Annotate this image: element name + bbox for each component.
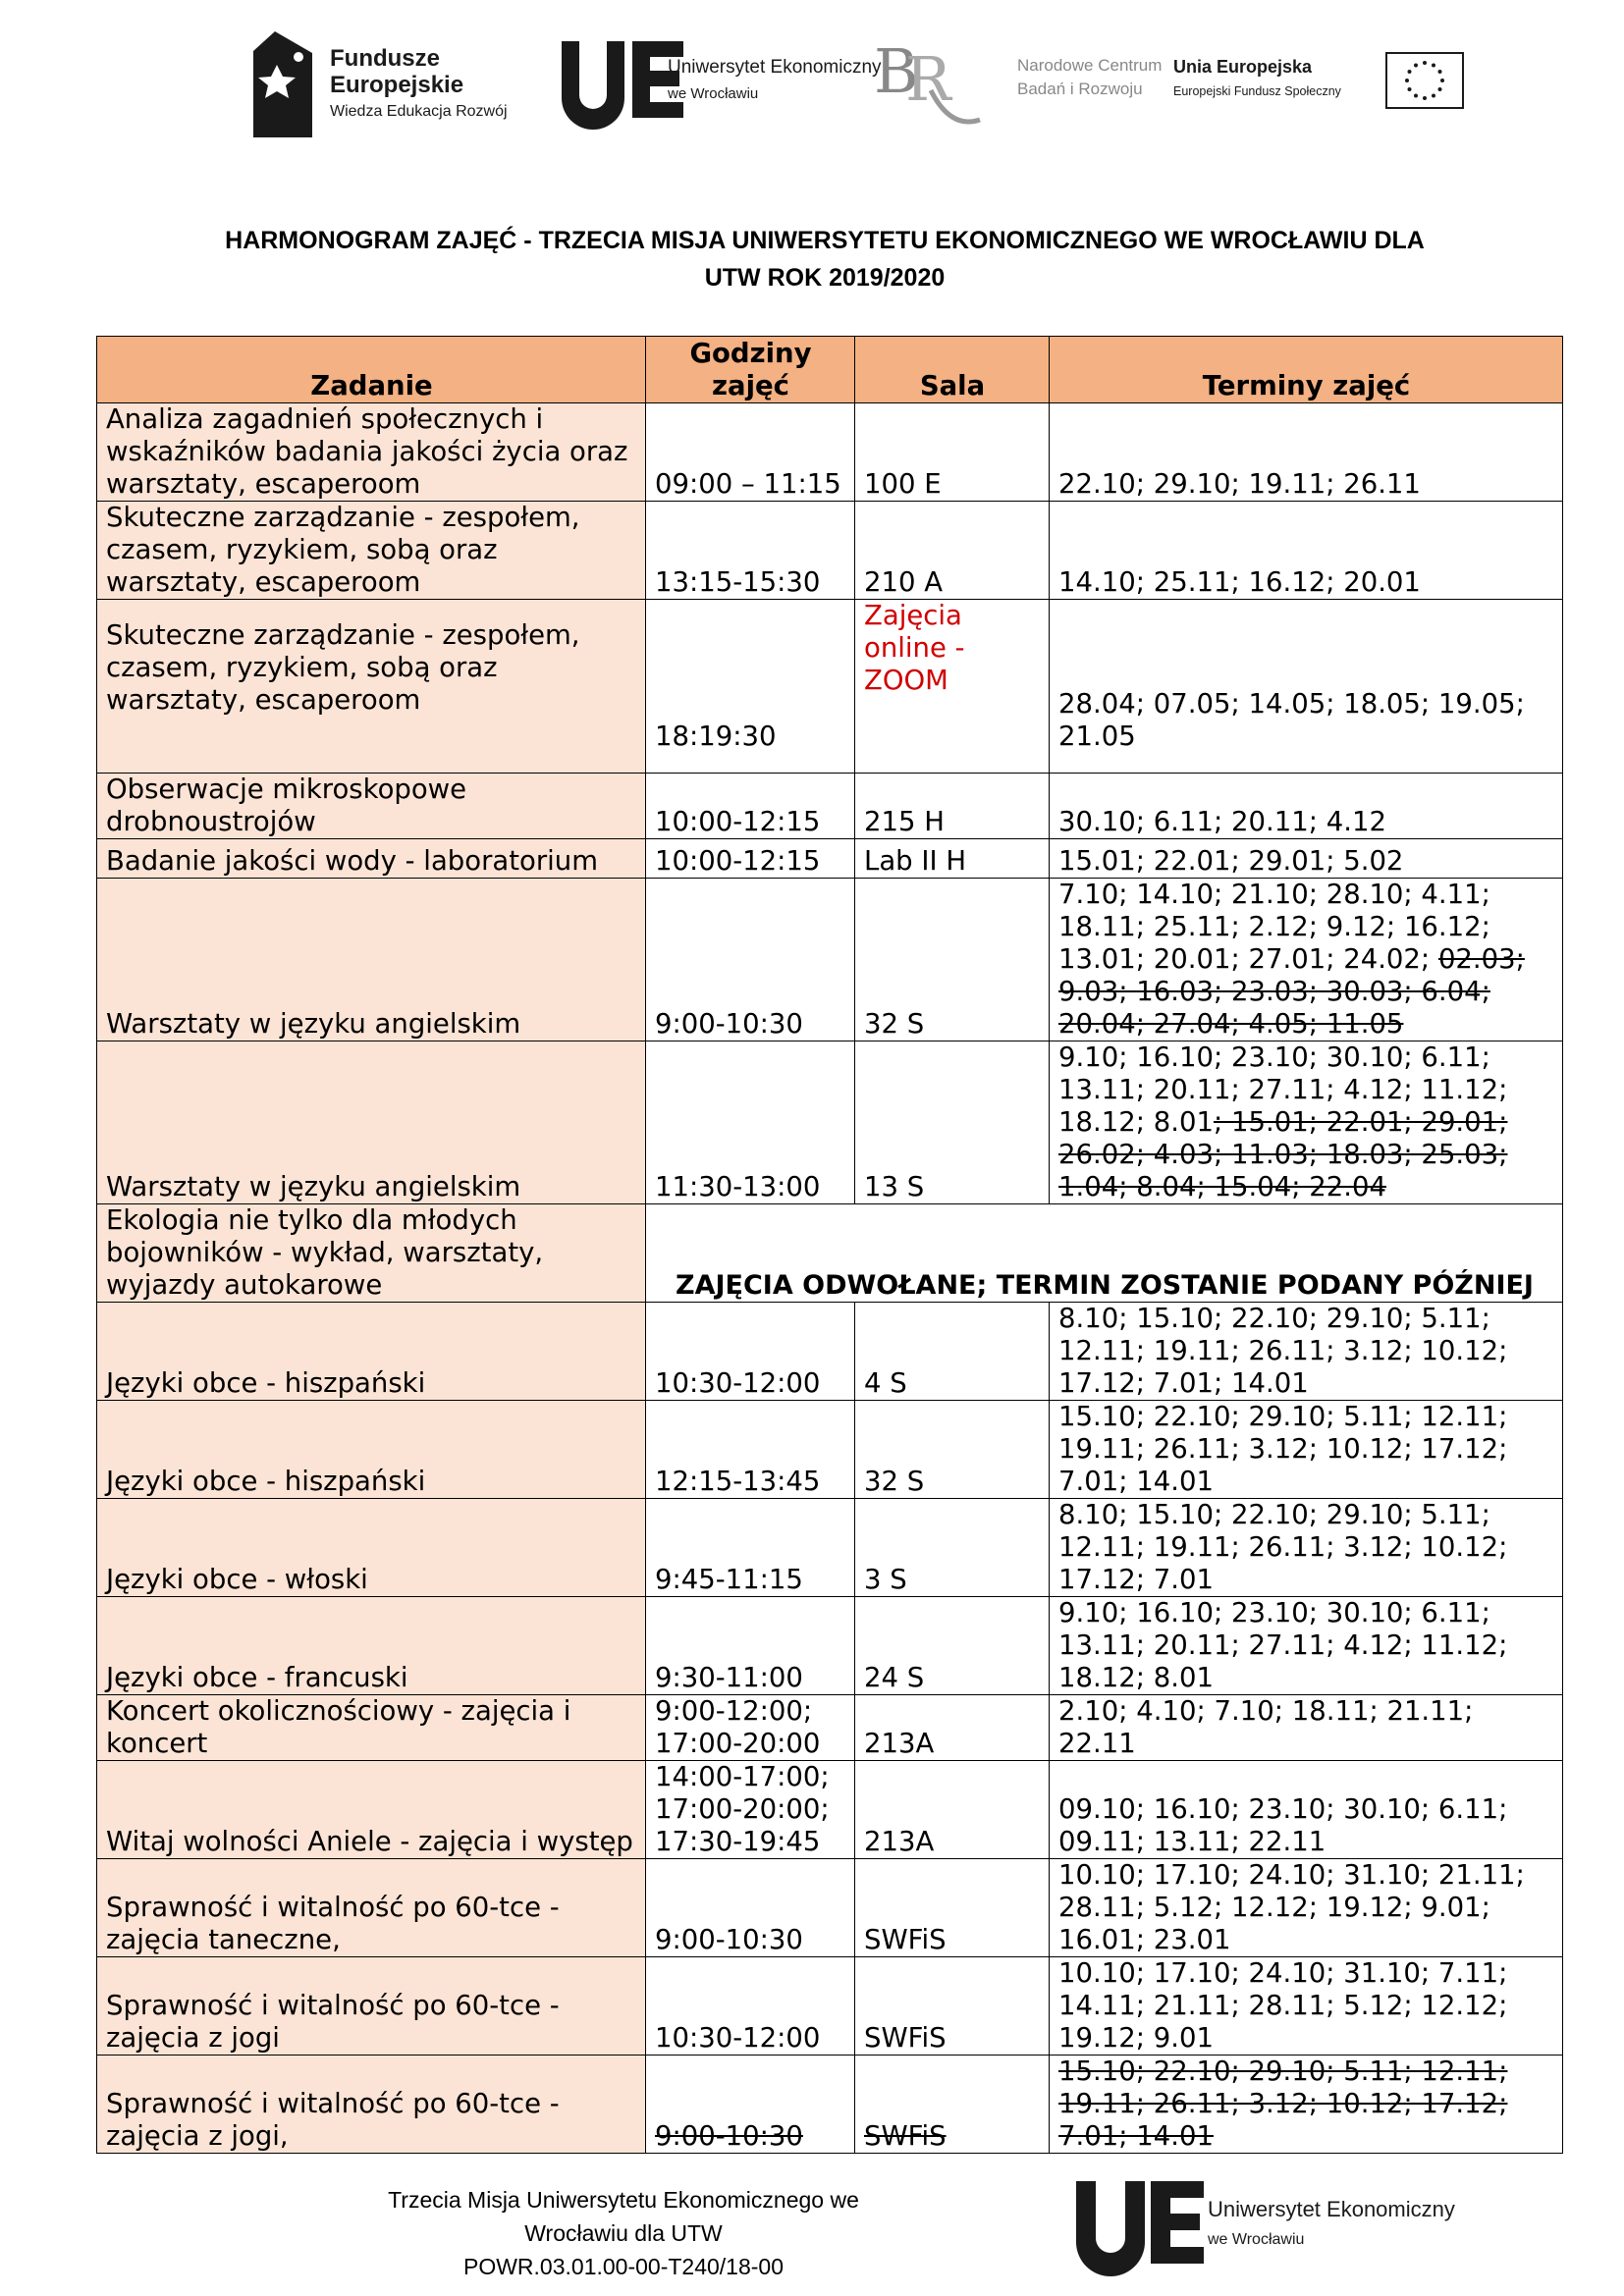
room-cell: 215 H — [855, 774, 1050, 839]
task-cell: Języki obce - włoski — [97, 1499, 646, 1597]
hours-cell: 9:30-11:00 — [646, 1597, 855, 1695]
ncbr-line1: Narodowe Centrum — [1017, 56, 1163, 75]
table-row-struck — [97, 2056, 1563, 2154]
table-row — [97, 774, 1563, 839]
header-task: Zadanie — [97, 337, 646, 403]
task-cell: Skuteczne zarządzanie - zespołem, czasem, ryzykiem, sobą oraz warsztaty, escaperoom — [97, 502, 646, 600]
svg-text:R: R — [905, 43, 951, 115]
hours-cell: 9:00-10:30 — [646, 879, 855, 1041]
hours-cell: 13:15-15:30 — [646, 502, 855, 600]
task-cell: Języki obce - francuski — [97, 1597, 646, 1695]
ue-wroclaw-logo — [552, 22, 882, 139]
room-cell: Lab II H — [855, 839, 1050, 879]
dates-cell: 28.04; 07.05; 14.05; 18.05; 19.05; 21.05 — [1050, 600, 1563, 774]
hours-cell: 12:15-13:45 — [646, 1401, 855, 1499]
table-row — [97, 502, 1563, 600]
task-cell: Sprawność i witalność po 60-tce - zajęcia taneczne, — [97, 1859, 646, 1957]
footer-logo-line1: Uniwersytet Ekonomiczny — [1208, 2197, 1455, 2221]
room-cell: SWFiS — [855, 1957, 1050, 2056]
header-room: Sala — [855, 337, 1050, 403]
hours-cell: 9:00-12:00; 17:00-20:00 — [646, 1695, 855, 1761]
dates-cell: 15.01; 22.01; 29.01; 5.02 — [1050, 839, 1563, 879]
hours-cell: 10:00-12:15 — [646, 774, 855, 839]
hours-cell: 14:00-17:00; 17:00-20:00; 17:30-19:45 — [646, 1761, 855, 1859]
header-hours: Godziny zajęć — [646, 337, 855, 403]
dates-cell: 9.10; 16.10; 23.10; 30.10; 6.11; 13.11; 20.11; 27.11; 4.12; 11.12; 18.12; 8.01 — [1050, 1597, 1563, 1695]
hours-cell: 9:45-11:15 — [646, 1499, 855, 1597]
room-cell: 213A — [855, 1695, 1050, 1761]
hours-cell: 09:00 – 11:15 — [646, 403, 855, 502]
table-header-row — [97, 337, 1563, 403]
room-cell: 100 E — [855, 403, 1050, 502]
ncbr-line2: Badań i Rozwoju — [1017, 80, 1143, 98]
hours-cell: 9:00-10:30 — [646, 1859, 855, 1957]
table-row — [97, 1204, 1563, 1303]
dates-cell — [1050, 879, 1563, 1041]
table-row — [97, 1597, 1563, 1695]
task-cell: Witaj wolności Aniele - zajęcia i występ — [97, 1761, 646, 1859]
eu-line1: Unia Europejska — [1173, 57, 1313, 77]
room-cell: 3 S — [855, 1499, 1050, 1597]
table-row — [97, 879, 1563, 1041]
dates-cancelled: 02.03; 9.03; 16.03; 23.03; 30.03; 6.04; 20.04; 27.04; 4.05; 11.05 — [1058, 943, 1525, 1040]
hours-cell: 18:19:30 — [646, 600, 855, 774]
room-struck: SWFiS — [864, 2120, 947, 2152]
dates-cell: 10.10; 17.10; 24.10; 31.10; 7.11; 14.11; 21.11; 28.11; 5.12; 12.12; 19.12; 9.01 — [1050, 1957, 1563, 2056]
hours-cell: 10:00-12:15 — [646, 839, 855, 879]
task-cell: Analiza zagadnień społecznych i wskaźników badania jakości życia oraz warsztaty, escaperoom — [97, 403, 646, 502]
footer-text — [295, 2183, 952, 2283]
ncbr-logo — [872, 22, 1163, 139]
hours-cell — [646, 2056, 855, 2154]
task-cell: Badanie jakości wody - laboratorium — [97, 839, 646, 879]
dates-cell: 15.10; 22.10; 29.10; 5.11; 12.11; 19.11; 26.11; 3.12; 10.12; 17.12; 7.01; 14.01 — [1050, 1401, 1563, 1499]
room-cell: 32 S — [855, 879, 1050, 1041]
task-cell: Warsztaty w języku angielskim — [97, 879, 646, 1041]
table-row — [97, 1695, 1563, 1761]
dates-active: 7.10; 14.10; 21.10; 28.10; 4.11; 18.11; 25.11; 2.12; 9.12; 16.12; 13.01; 20.01; 27.01; 24.02; — [1058, 879, 1490, 975]
dates-struck: 15.10; 22.10; 29.10; 5.11; 12.11; 19.11; 26.11; 3.12; 10.12; 17.12; 7.01; 14.01 — [1058, 2056, 1508, 2152]
fe-line1: Fundusze — [330, 45, 440, 72]
footer-line1: Trzecia Misja Uniwersytetu Ekonomicznego we — [388, 2187, 859, 2213]
table-row — [97, 600, 1563, 774]
hours-struck: 9:00-10:30 — [655, 2120, 803, 2152]
dates-cancelled: ; 15.01; 22.01; 29.01; 26.02; 4.03; 11.03; 18.03; 25.03; 1.04; 8.04; 15.04; 22.04 — [1058, 1106, 1508, 1202]
room-cell: 4 S — [855, 1303, 1050, 1401]
fundusze-europejskie-logo — [253, 22, 528, 139]
hours-cell: 10:30-12:00 — [646, 1303, 855, 1401]
header-dates: Terminy zajęć — [1050, 337, 1563, 403]
room-cell: 13 S — [855, 1041, 1050, 1204]
table-row — [97, 1761, 1563, 1859]
room-cell: 32 S — [855, 1401, 1050, 1499]
table-row — [97, 1859, 1563, 1957]
footer-line2: Wrocławiu dla UTW — [524, 2220, 723, 2246]
room-cell: Zajęcia online - ZOOM — [855, 600, 1050, 774]
dates-cell: 09.10; 16.10; 23.10; 30.10; 6.11; 09.11; 13.11; 22.11 — [1050, 1761, 1563, 1859]
footer-line3: POWR.03.01.00-00-T240/18-00 — [462, 2254, 784, 2279]
table-row — [97, 403, 1563, 502]
dates-cell — [1050, 1041, 1563, 1204]
task-cell: Języki obce - hiszpański — [97, 1401, 646, 1499]
task-cell: Ekologia nie tylko dla młodych bojowników - wykład, warsztaty, wyjazdy autokarowe — [97, 1204, 646, 1303]
eu-logo — [1168, 22, 1463, 139]
hours-cell: 10:30-12:00 — [646, 1957, 855, 2056]
dates-cell: 2.10; 4.10; 7.10; 18.11; 21.11; 22.11 — [1050, 1695, 1563, 1761]
room-cell: 213A — [855, 1761, 1050, 1859]
task-cell: Koncert okolicznościowy - zajęcia i koncert — [97, 1695, 646, 1761]
dates-cell: 8.10; 15.10; 22.10; 29.10; 5.11; 12.11; 19.11; 26.11; 3.12; 10.12; 17.12; 7.01 — [1050, 1499, 1563, 1597]
room-cell — [855, 2056, 1050, 2154]
task-cell: Obserwacje mikroskopowe drobnoustrojów — [97, 774, 646, 839]
fe-line3: Wiedza Edukacja Rozwój — [330, 103, 508, 120]
header-logos — [0, 22, 1624, 139]
hours-cell: 11:30-13:00 — [646, 1041, 855, 1204]
dates-cell: 10.10; 17.10; 24.10; 31.10; 21.11; 28.11; 5.12; 12.12; 19.12; 9.01; 16.01; 23.01 — [1050, 1859, 1563, 1957]
ue-line1: Uniwersytet Ekonomiczny — [668, 57, 882, 78]
task-cell: Sprawność i witalność po 60-tce - zajęcia z jogi — [97, 1957, 646, 2056]
table-row — [97, 839, 1563, 879]
dates-cell: 22.10; 29.10; 19.11; 26.11 — [1050, 403, 1563, 502]
room-cell: 24 S — [855, 1597, 1050, 1695]
task-cell: Skuteczne zarządzanie - zespołem, czasem, ryzykiem, sobą oraz warsztaty, escaperoom — [97, 600, 646, 774]
svg-text:B: B — [874, 35, 919, 107]
dates-cell: 14.10; 25.11; 16.12; 20.01 — [1050, 502, 1563, 600]
dates-cell: 30.10; 6.11; 20.11; 4.12 — [1050, 774, 1563, 839]
title-line1: HARMONOGRAM ZAJĘĆ - TRZECIA MISJA UNIWERSYTETU EKONOMICZNEGO WE WROCŁAWIU DLA — [225, 227, 1425, 254]
dates-cell: 8.10; 15.10; 22.10; 29.10; 5.11; 12.11; 19.11; 26.11; 3.12; 10.12; 17.12; 7.01; 14.01 — [1050, 1303, 1563, 1401]
schedule-table — [96, 336, 1563, 2154]
document-title — [147, 222, 1502, 296]
table-row — [97, 1041, 1563, 1204]
task-cell: Języki obce - hiszpański — [97, 1303, 646, 1401]
title-line2: UTW ROK 2019/2020 — [704, 264, 946, 292]
table-row — [97, 1957, 1563, 2056]
cancelled-notice: ZAJĘCIA ODWOŁANE; TERMIN ZOSTANIE PODANY PÓŹNIEJ — [646, 1204, 1563, 1303]
fe-line2: Europejskie — [330, 72, 464, 98]
task-cell: Warsztaty w języku angielskim — [97, 1041, 646, 1204]
table-row — [97, 1401, 1563, 1499]
eu-line2: Europejski Fundusz Społeczny — [1173, 84, 1341, 98]
room-cell: 210 A — [855, 502, 1050, 600]
table-row — [97, 1499, 1563, 1597]
task-cell: Sprawność i witalność po 60-tce - zajęcia z jogi, — [97, 2056, 646, 2154]
dates-active: 9.10; 16.10; 23.10; 30.10; 6.11; 13.11; 20.11; 27.11; 4.12; 11.12; 18.12; 8.01 — [1058, 1041, 1508, 1138]
room-cell: SWFiS — [855, 1859, 1050, 1957]
footer-logo-line2: we Wrocławiu — [1208, 2231, 1305, 2248]
ue-line2: we Wrocławiu — [668, 85, 759, 102]
table-row — [97, 1303, 1563, 1401]
footer-ue-logo — [1072, 2167, 1504, 2275]
dates-cell — [1050, 2056, 1563, 2154]
